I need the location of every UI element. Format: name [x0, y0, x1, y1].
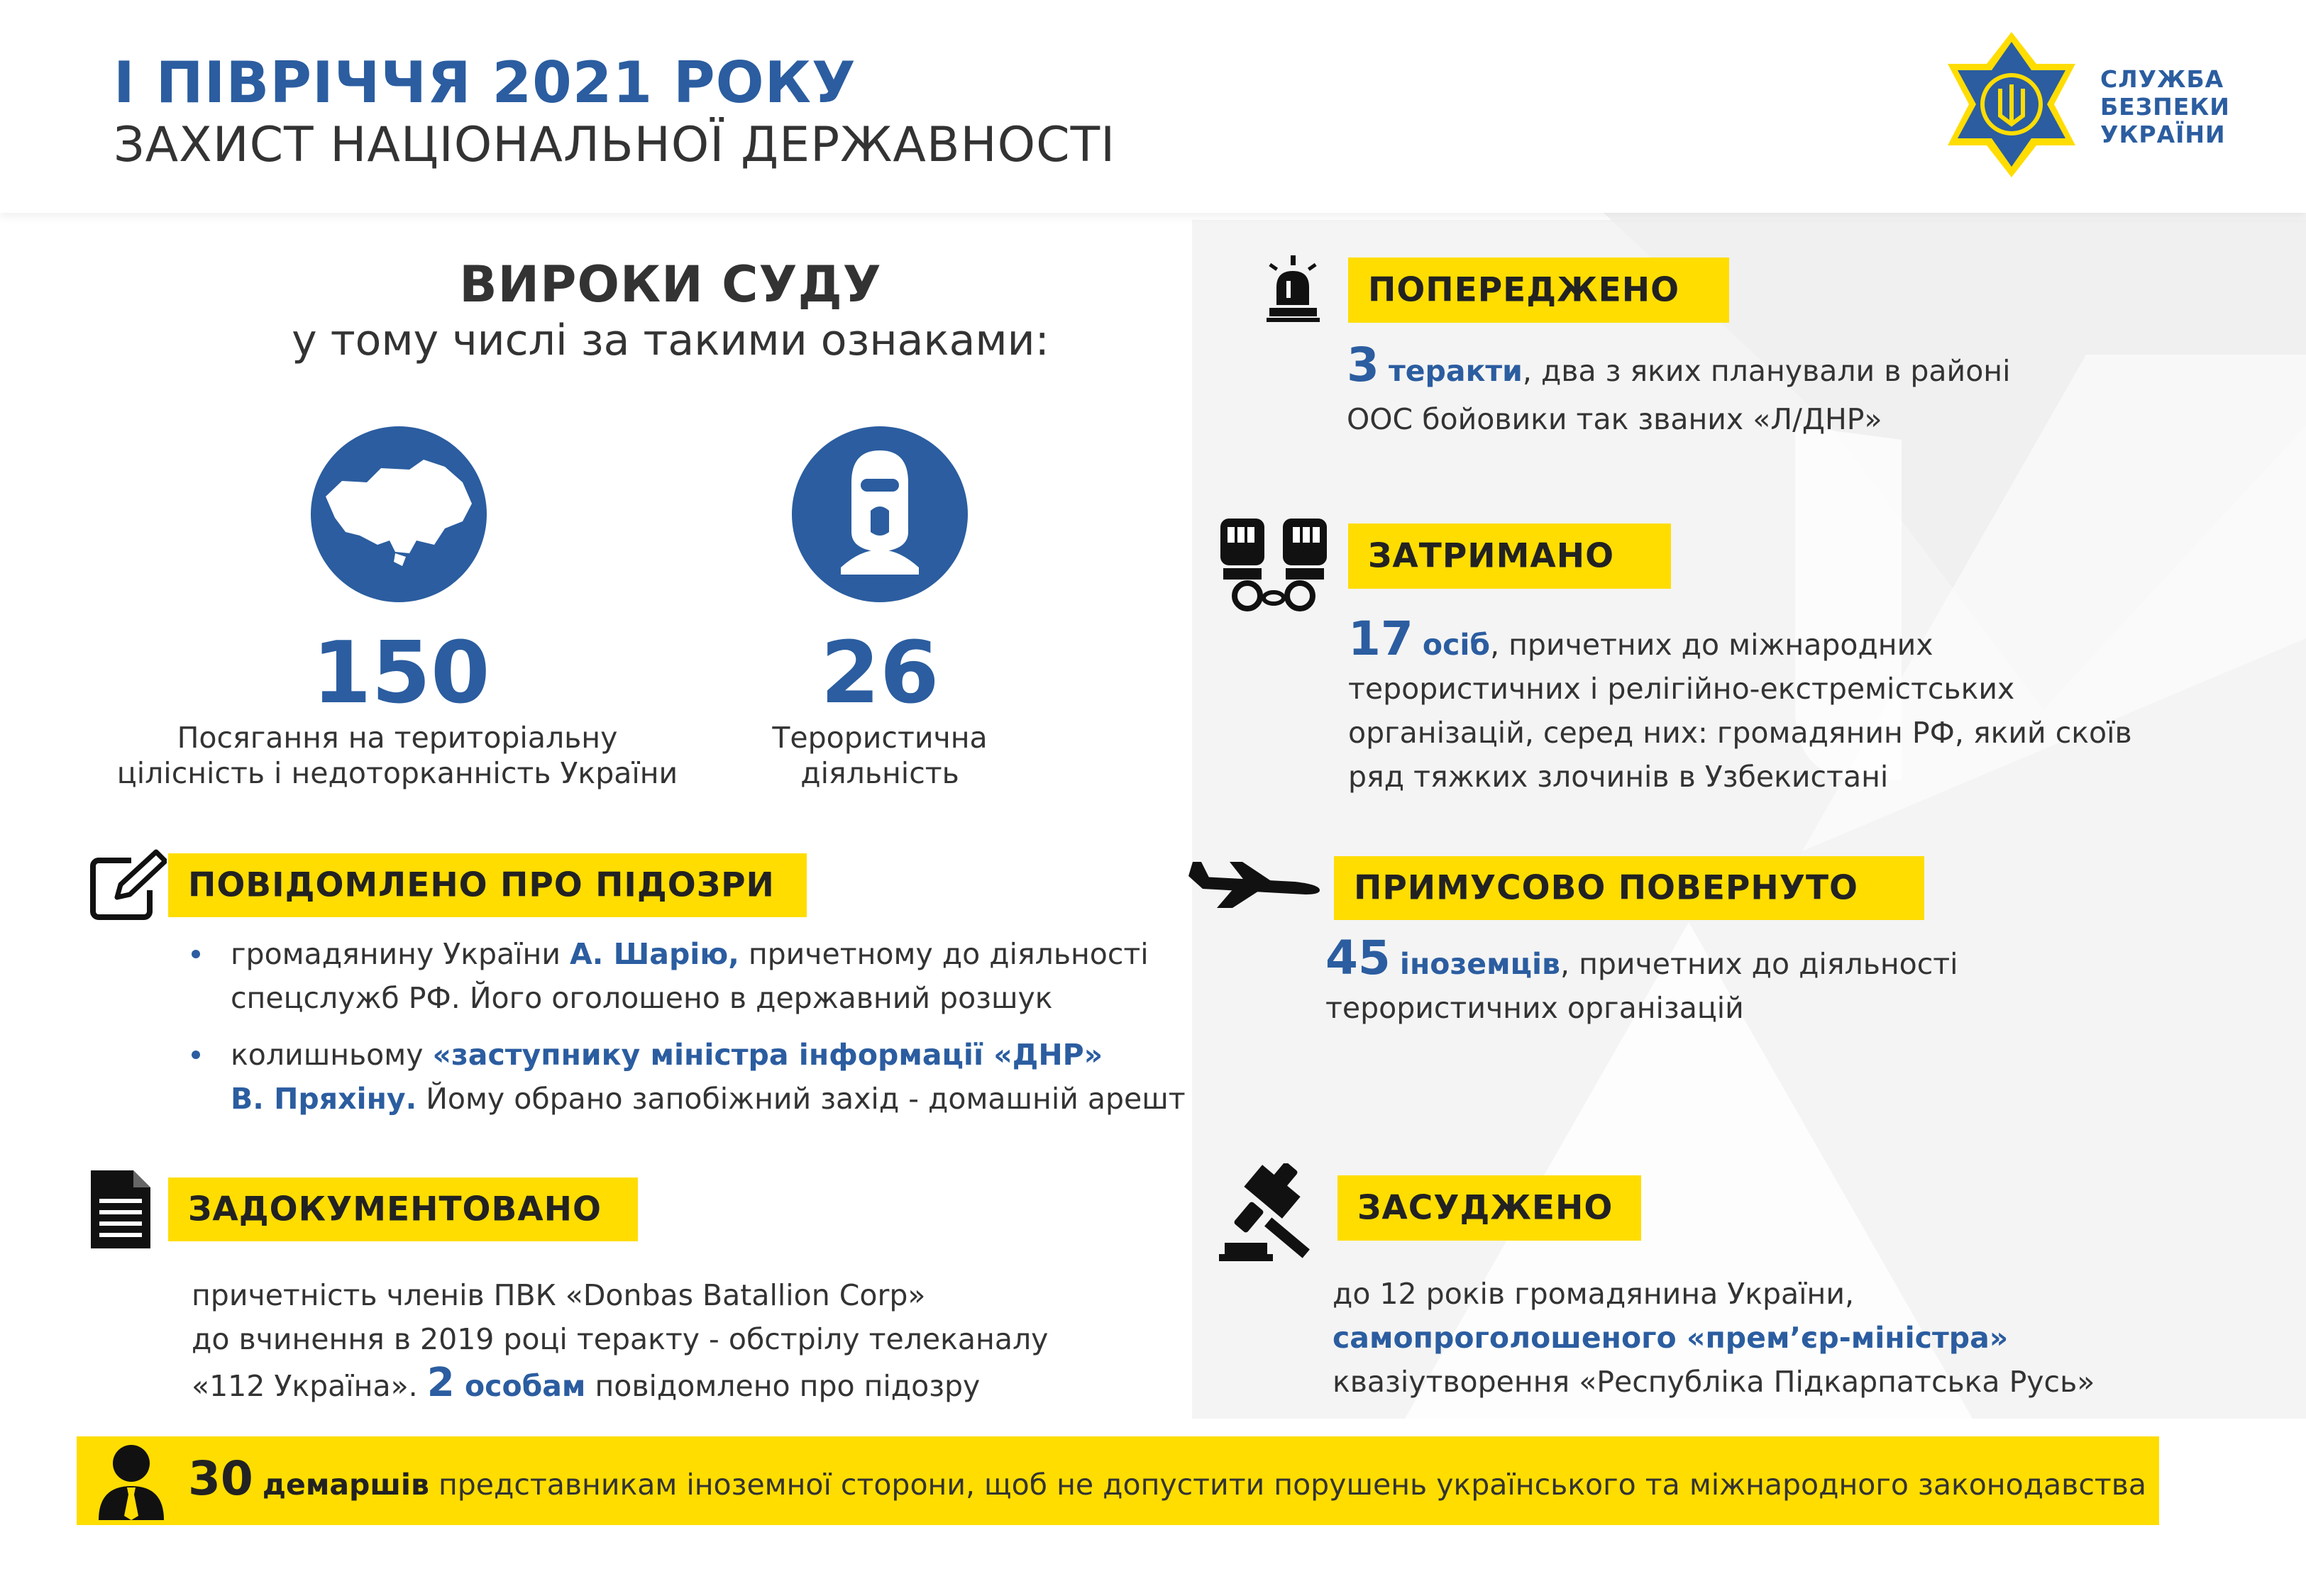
person-icon: [96, 1442, 167, 1520]
prevented-text: [1347, 339, 2010, 441]
bullet: [192, 950, 200, 958]
logo-line-1: СЛУЖБА: [2100, 65, 2224, 93]
suspicion-item-2: [231, 1033, 1186, 1121]
highlight-word: теракти: [1388, 354, 1523, 388]
logo-line-3: УКРАЇНИ: [2100, 121, 2226, 148]
gavel-icon: [1219, 1163, 1318, 1263]
suspicion-label: ПОВІДОМЛЕНО ПРО ПІДОЗРИ: [188, 865, 775, 905]
text: причетному до діяльності: [739, 937, 1149, 971]
siren-icon: [1267, 255, 1320, 323]
stat-label-2: [738, 720, 1022, 791]
suspicion-label-box: [168, 853, 807, 917]
text: організацій, серед них: громадянин РФ, який скоїв: [1348, 716, 2132, 750]
highlight-number: 17: [1348, 611, 1413, 666]
suspicion-item-1: [231, 932, 1149, 1020]
stat-label-1: [99, 720, 695, 791]
text: до вчинення в 2019 році теракту - обстрілу телеканалу: [192, 1322, 1049, 1356]
highlight-word: особам: [454, 1369, 586, 1403]
page-subtitle: ЗАХИСТ НАЦІОНАЛЬНОЇ ДЕРЖАВНОСТІ: [114, 117, 1116, 173]
prevented-label: ПОПЕРЕДЖЕНО: [1368, 270, 1680, 310]
highlight-number: 3: [1347, 338, 1379, 392]
sbu-emblem-icon: [1941, 32, 2082, 177]
text: ряд тяжких злочинів в Узбекистані: [1348, 760, 1889, 794]
masked-person-icon: [791, 426, 969, 603]
footer-text: [188, 1451, 2146, 1513]
person-name: А. Шарію,: [570, 937, 739, 971]
text: повідомлено про підозру: [585, 1369, 981, 1403]
text: терористичних і релігійно-екстремістських: [1348, 672, 2015, 706]
text: причетність членів ПВК «Donbas Batallion Corp»: [192, 1278, 926, 1312]
verdicts-title: ВИРОКИ СУДУ: [459, 255, 882, 314]
text: ООС бойовики так званих «Л/ДНР»: [1347, 402, 1882, 436]
logo-text: [2100, 65, 2230, 148]
stat-label-2-line2: діяльність: [800, 756, 959, 790]
stat-value-1: 150: [312, 624, 490, 723]
text: спецслужб РФ. Його оголошено в державний розшук: [231, 981, 1053, 1015]
text: квазіутворення «Республіка Підкарпатська Русь»: [1333, 1365, 2095, 1399]
ukraine-map-icon: [310, 426, 487, 603]
verdicts-subtitle: у тому числі за такими ознаками:: [292, 316, 1049, 365]
stat-label-1-line2: цілісність і недоторканність України: [116, 756, 678, 790]
handcuffs-icon: [1219, 514, 1329, 617]
returned-text: [1325, 931, 1958, 1030]
edit-pen-icon: [89, 848, 167, 922]
highlight-number: 45: [1325, 931, 1391, 985]
logo-line-2: БЕЗПЕКИ: [2100, 93, 2230, 121]
text: Йому обрано запобіжний захід - домашній арешт: [416, 1082, 1186, 1116]
documented-label-box: [168, 1177, 638, 1241]
bullet: [192, 1051, 200, 1059]
stat-value-2: 26: [820, 624, 939, 723]
highlight-number: 2: [426, 1360, 455, 1406]
documented-text: [192, 1273, 1048, 1408]
returned-label-box: [1334, 856, 1924, 920]
footer-highlight: демаршів: [262, 1468, 429, 1502]
page-title: І ПІВРІЧЧЯ 2021 РОКУ: [114, 50, 856, 116]
text: , причетних до міжнародних: [1490, 628, 1933, 662]
role-title: «заступнику міністра інформації «ДНР»: [432, 1038, 1103, 1072]
convicted-label-box: [1337, 1175, 1641, 1241]
text: колишньому: [231, 1038, 433, 1072]
text: терористичних організацій: [1325, 991, 1744, 1025]
stat-label-2-line1: Терористична: [772, 721, 988, 755]
airplane-icon: [1188, 855, 1323, 911]
person-name: В. Пряхіну.: [231, 1082, 417, 1116]
text: до 12 років громадянина України,: [1333, 1277, 1855, 1311]
text: громадянину України: [231, 937, 570, 971]
prevented-label-box: [1348, 257, 1729, 323]
footer-rest: представникам іноземної сторони, щоб не допустити порушень українського та міжнародного законодавства: [429, 1468, 2147, 1502]
text: , два з яких планували в районі: [1522, 354, 2011, 388]
convicted-text: [1333, 1272, 2095, 1404]
footer-number: 30: [188, 1451, 253, 1506]
stat-label-1-line1: Посягання на територіальну: [177, 721, 618, 755]
detained-text: [1348, 611, 2132, 799]
highlight-word: осіб: [1422, 628, 1491, 662]
returned-label: ПРИМУСОВО ПОВЕРНУТО: [1354, 868, 1858, 908]
detained-label-box: [1348, 523, 1671, 589]
highlight-title: самопроголошеного «прем’єр-міністра»: [1333, 1321, 2009, 1355]
text: «112 Україна».: [192, 1369, 427, 1403]
document-icon: [91, 1170, 150, 1248]
highlight-word: іноземців: [1399, 947, 1560, 981]
convicted-label: ЗАСУДЖЕНО: [1357, 1188, 1613, 1228]
detained-label: ЗАТРИМАНО: [1368, 536, 1615, 576]
documented-label: ЗАДОКУМЕНТОВАНО: [188, 1190, 602, 1229]
text: , причетних до діяльності: [1560, 947, 1958, 981]
